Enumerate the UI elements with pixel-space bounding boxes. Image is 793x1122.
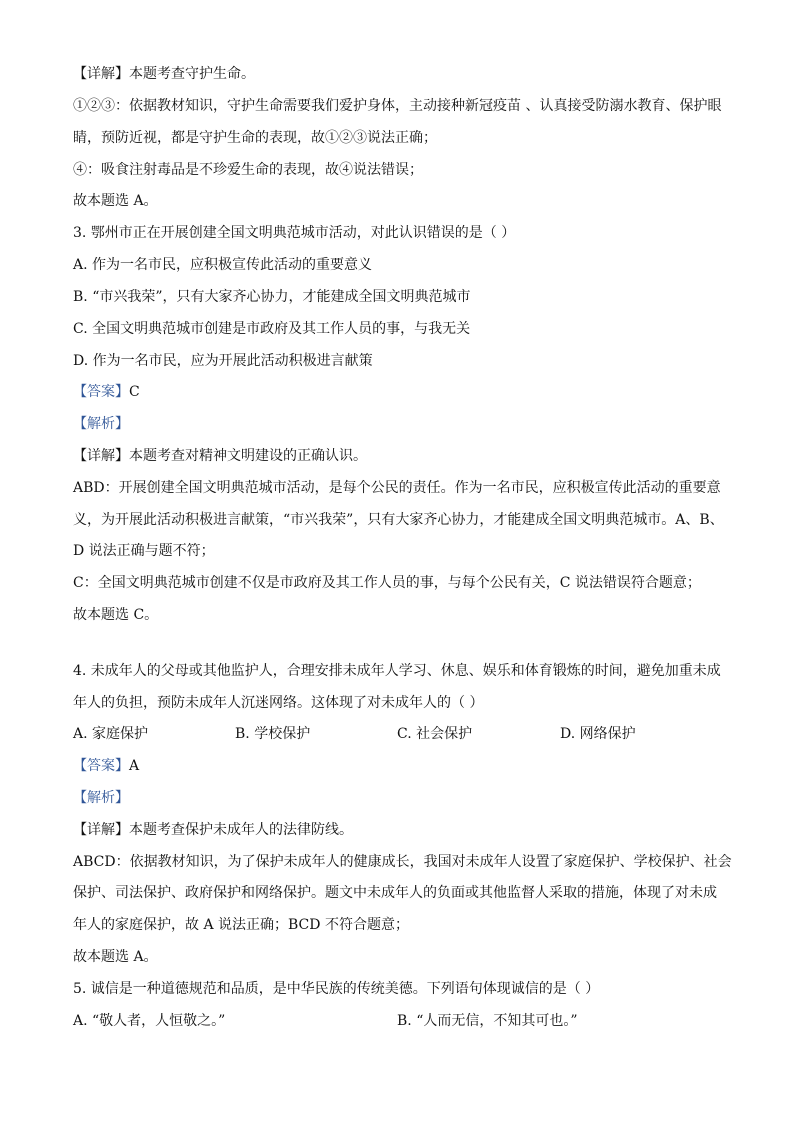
question-5-option-a: A. “敬人者，人恒敬之。”: [73, 1013, 226, 1029]
conclusion-line: 故本题选 A。: [73, 949, 158, 965]
question-4-options: [73, 724, 733, 744]
question-3-answer: [73, 382, 733, 402]
question-4-option-c: C. 社会保护: [397, 726, 473, 742]
answer-value: C: [129, 384, 140, 400]
explanation-line: 睛，预防近视，都是守护生命的表现，故①②③说法正确；: [73, 130, 437, 146]
answer-label: 【答案】: [73, 384, 129, 400]
explanation-line: 保护、司法保护、政府保护和网络保护。题文中未成年人的负面或其他监督人采取的措施，体现了对未成: [73, 885, 717, 901]
detail-line: 【详解】本题考查守护生命。: [73, 66, 255, 82]
conclusion-line: 故本题选 C。: [73, 607, 159, 623]
question-3-option-d: D. 作为一名市民，应为开展此活动积极进言献策: [73, 353, 373, 369]
answer-label: 【答案】: [73, 758, 129, 774]
question-3-stem: 3. 鄂州市正在开展创建全国文明典范城市活动，对此认识错误的是（ ）: [73, 225, 516, 241]
detail-line: 【详解】本题考查对精神文明建设的正确认识。: [73, 448, 367, 464]
question-5-option-b: B. “人而无信，不知其可也。”: [397, 1013, 578, 1029]
question-4-answer: [73, 756, 733, 776]
question-4-option-b: B. 学校保护: [235, 726, 311, 742]
analysis-label: 【解析】: [73, 790, 129, 806]
question-3-option-c: C. 全国文明典范城市创建是市政府及其工作人员的事，与我无关: [73, 321, 471, 337]
explanation-line: C：全国文明典范城市创建不仅是市政府及其工作人员的事，与每个公民有关，C 说法错误符合题意；: [73, 575, 701, 591]
explanation-line: 义，为开展此活动积极进言献策，“市兴我荣”，只有大家齐心协力，才能建成全国文明典范城市。A、B、: [73, 512, 724, 528]
question-4-option-a: A. 家庭保护: [73, 726, 149, 742]
question-3-option-b: B. “市兴我荣”，只有大家齐心协力，才能建成全国文明典范城市: [73, 289, 471, 305]
explanation-line: ABD：开展创建全国文明典范城市活动，是每个公民的责任。作为一名市民，应积极宣传此活动的重要意: [73, 480, 721, 496]
question-4-option-d: D. 网络保护: [560, 726, 636, 742]
conclusion-line: 故本题选 A。: [73, 193, 158, 209]
question-4-stem: 年人的负担，预防未成年人沉迷网络。这体现了对未成年人的（ ）: [73, 695, 484, 711]
question-5-stem: 5. 诚信是一种道德规范和品质，是中华民族的传统美德。下列语句体现诚信的是（ ）: [73, 981, 600, 997]
answer-value: A: [129, 758, 140, 774]
explanation-line: ①②③：依据教材知识，守护生命需要我们爱护身体，主动接种新冠疫苗 、认真接受防溺水教育、保护眼: [73, 98, 722, 114]
question-3-option-a: A. 作为一名市民，应积极宣传此活动的重要意义: [73, 257, 373, 273]
question-4-stem: 4. 未成年人的父母或其他监护人，合理安排未成年人学习、休息、娱乐和体育锻炼的时间，避免加重未成: [73, 663, 721, 679]
analysis-label: 【解析】: [73, 416, 129, 432]
explanation-line: ④：吸食注射毒品是不珍爱生命的表现，故④说法错误；: [73, 162, 423, 178]
explanation-line: ABCD：依据教材知识，为了保护未成年人的健康成长，我国对未成年人设置了家庭保护、学校保护、社会: [73, 854, 732, 870]
detail-line: 【详解】本题考查保护未成年人的法律防线。: [73, 822, 353, 838]
explanation-line: 年人的家庭保护，故 A 说法正确；BCD 不符合题意；: [73, 917, 409, 933]
explanation-line: D 说法正确与题不符；: [73, 543, 215, 559]
